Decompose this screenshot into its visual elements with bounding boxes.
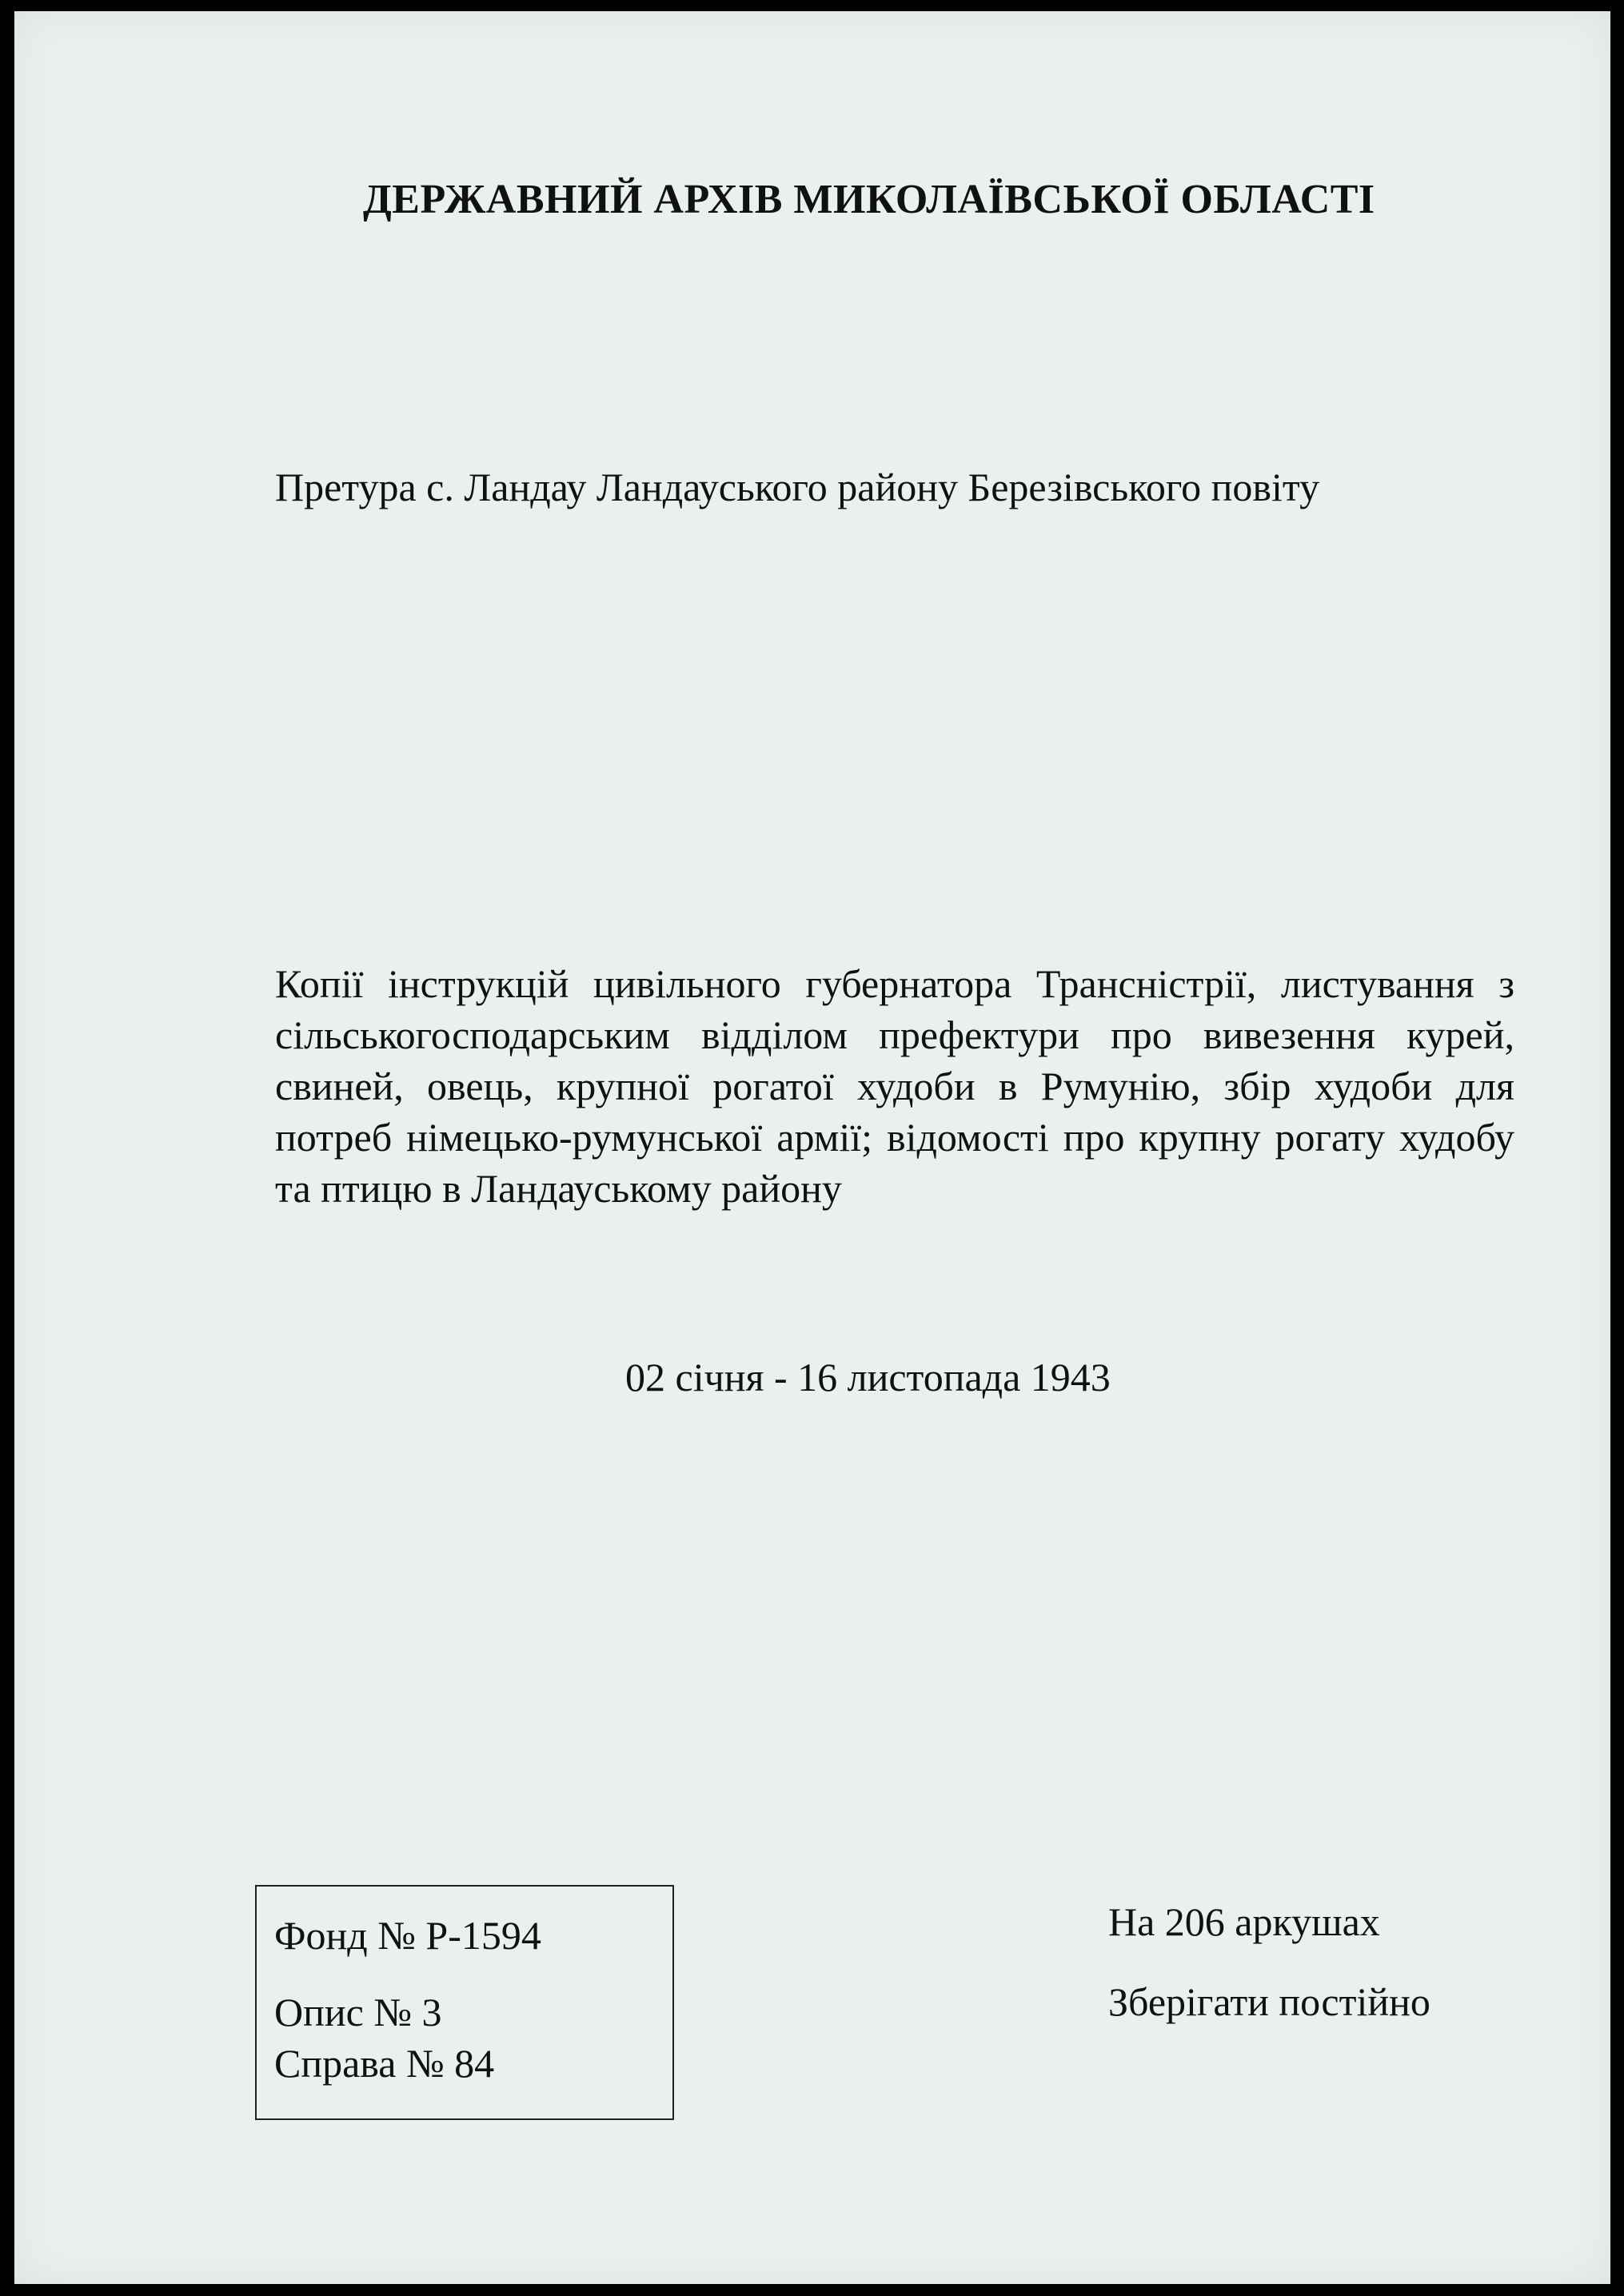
date-range: 02 січня - 16 листопада 1943	[625, 1355, 1111, 1400]
organization-name: Претура с. Ландау Ландауського району Березівського повіту	[275, 465, 1320, 509]
file-number: Справа № 84	[274, 2041, 495, 2086]
inventory-number: Опис № 3	[274, 1990, 442, 2034]
storage-term: Зберігати постійно	[1108, 1979, 1430, 2024]
sheet-count: На 206 аркушах	[1108, 1899, 1380, 1944]
document-sheet	[14, 11, 1610, 2284]
file-description: Копії інструкцій цивільного губернатора Трансністрії, листування з сільськогосподарським відділом префектури про вивезення курей, свиней, овець, крупної рогатої худоби в Румунію, збір худоби для потреб німецько-румунської армії; відомості про крупну рогату худобу та птицю в Ландауському району	[275, 961, 1514, 1211]
archive-title: ДЕРЖАВНИЙ АРХІВ МИКОЛАЇВСЬКОЇ ОБЛАСТІ	[363, 177, 1375, 222]
fund-info-box	[255, 1885, 674, 2120]
fund-number: Фонд № Р-1594	[274, 1913, 541, 1958]
